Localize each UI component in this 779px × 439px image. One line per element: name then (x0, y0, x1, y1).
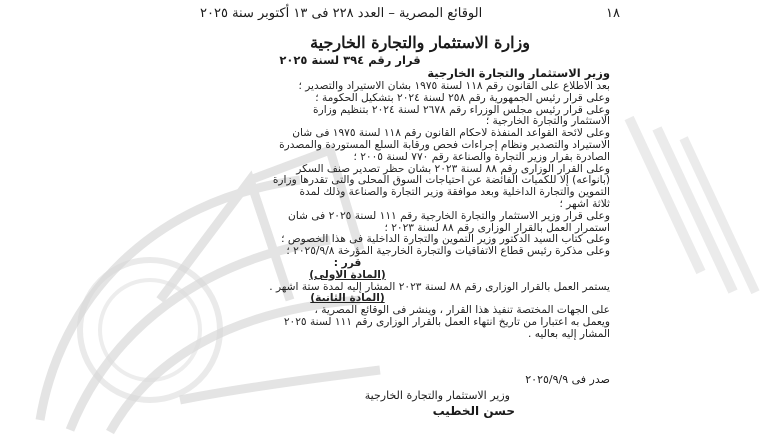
preamble-line: الاستثمار والتجارة الخارجية ؛ (485, 116, 610, 128)
issued-date: صدر فى ٢٠٢٥/٩/٩ (525, 373, 610, 386)
decree-number: قرار رقم ٣٩٤ لسنة ٢٠٢٥ (279, 53, 421, 67)
article-2-line: على الجهات المختصة تنفيذ هذا القرار ، وينشر فى الوقائع المصرية ، (314, 305, 610, 317)
ministry-title: وزارة الاستثمار والتجارة الخارجية (310, 33, 530, 52)
preamble-line: (بأنواعه) إلا للكميات الفائضة عن احتياجات السوق المحلى والتى تقدرها وزارة (272, 175, 610, 187)
decision-heading: قرر : (333, 257, 362, 269)
preamble-line: وعلى لائحة القواعد المنفذة لأحكام القانون رقم ١١٨ لسنة ١٩٧٥ فى شأن (292, 128, 610, 140)
page-number: ١٨ (606, 5, 620, 21)
running-title: الوقائع المصرية – العدد ٢٢٨ فى ١٣ أكتوبر سنة ٢٠٢٥ (200, 5, 483, 21)
article-1-heading: (المادة الأولى) (309, 269, 386, 281)
preamble-line: التموين والتجارة الداخلية وبعد موافقة وزير التجارة والصناعة وذلك لمدة (299, 187, 610, 199)
preamble-line: وعلى قرار وزير الاستثمار والتجارة الخارجية رقم ١١١ لسنة ٢٠٢٥ فى شأن (288, 210, 610, 222)
signature-title: وزير الاستثمار والتجارة الخارجية (364, 389, 510, 402)
preamble-line: الاستيراد والتصدير ونظام إجراءات فحص ورقابة السلع المستوردة والمصدرة (279, 139, 610, 151)
preamble-line: وعلى القرار الوزارى رقم ٨٨ لسنة ٢٠٢٣ بشأن حظر تصدير صنف السكر (296, 163, 610, 175)
article-2-heading: (المادة الثانية) (310, 293, 385, 305)
preamble-line: استمرار العمل بالقرار الوزارى رقم ٨٨ لسنة ٢٠٢٣ ؛ (384, 222, 610, 234)
article-1-text: يستمر العمل بالقرار الوزارى رقم ٨٨ لسنة ٢٠٢٣ المشار إليه لمدة ستة أشهر . (269, 281, 610, 293)
preamble-line: ثلاثة أشهر ؛ (559, 198, 610, 210)
article-2-line: ويعمل به اعتبارا من تاريخ انتهاء العمل بالقرار الوزارى رقم ١١١ لسنة ٢٠٢٥ (283, 316, 610, 328)
running-header (200, 2, 620, 24)
preamble-line: الصادرة بقرار وزير التجارة والصناعة رقم ٧٧٠ لسنة ٢٠٠٥ ؛ (353, 151, 610, 163)
preamble-line: وعلى قرار رئيس الجمهورية رقم ٢٥٨ لسنة ٢٠٢٤ بتشكيل الحكومة ؛ (315, 92, 610, 104)
preamble-line: بعد الاطلاع على القانون رقم ١١٨ لسنة ١٩٧٥ بشأن الاستيراد والتصدير ؛ (298, 81, 610, 92)
signature-name: حسن الخطيب (432, 404, 515, 418)
article-2-line: المشار إليه بعاليه . (528, 328, 610, 340)
issuer-title: وزير الاستثمار والتجارة الخارجية (427, 66, 610, 80)
preamble (85, 81, 610, 341)
preamble-line: وعلى كتاب السيد الدكتور وزير التموين والتجارة الداخلية فى هذا الخصوص ؛ (281, 234, 610, 246)
preamble-line: وعلى مذكرة رئيس قطاع الاتفاقيات والتجارة الخارجية المؤرخة ٢٠٢٥/٩/٨ ؛ (286, 246, 610, 258)
preamble-line: وعلى قرار رئيس مجلس الوزراء رقم ٢٦٧٨ لسنة ٢٠٢٤ بتنظيم وزارة (313, 104, 610, 116)
